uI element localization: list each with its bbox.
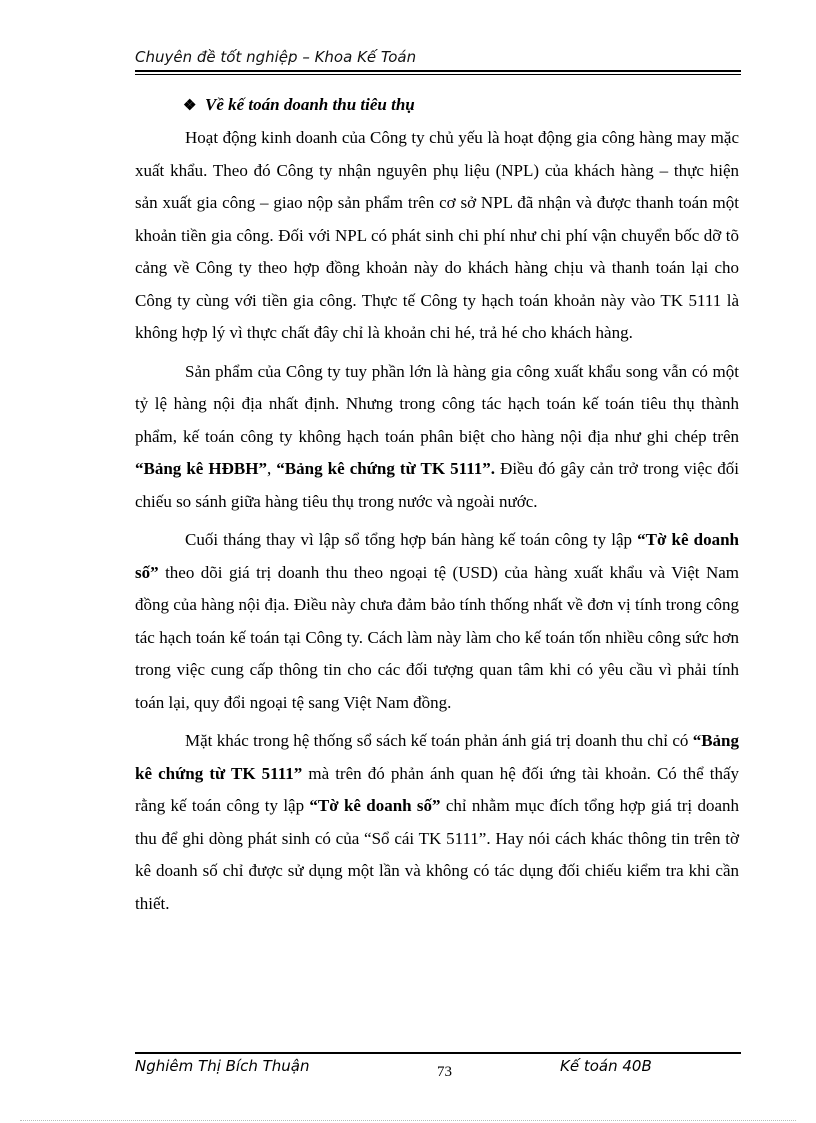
section-heading-text: Về kế toán doanh thu tiêu thụ xyxy=(205,95,415,114)
footer-author: Nghiêm Thị Bích Thuận xyxy=(135,1057,310,1075)
bold-reference: “Tờ kê doanh số” xyxy=(135,530,739,582)
paragraph-text: Mặt khác trong hệ thống sổ sách kế toán phản ánh giá trị doanh thu chỉ có xyxy=(185,731,693,750)
bold-reference: “Bảng kê HĐBH” xyxy=(135,459,267,478)
section-heading xyxy=(183,91,739,120)
paragraph-text: Sản phẩm của Công ty tuy phần lớn là hàng gia công xuất khẩu song vẫn có một tỷ lệ hàng nội địa nhất định. Nhưng trong công tác hạch toán kế toán tiêu thụ thành phẩm, kế toán công ty không hạch toán phân biệt cho hàng nội địa như ghi chép trên xyxy=(135,361,739,446)
bold-reference: “Tờ kê doanh số” xyxy=(309,796,441,815)
bold-reference: “Bảng kê chứng từ TK 5111”. xyxy=(276,459,496,478)
body-paragraph xyxy=(135,725,739,920)
header-rule xyxy=(135,70,741,75)
page-header xyxy=(135,47,741,75)
page-edge-guide xyxy=(20,1120,796,1121)
paragraph-text: Cuối tháng thay vì lập sổ tổng hợp bán hàng kế toán công ty lập xyxy=(185,530,638,549)
paragraph-text: Hoạt động kinh doanh của Công ty chủ yếu là hoạt động gia công hàng may mặc xuất khẩu. Theo đó Công ty nhận nguyên phụ liệu (NPL) của khách hàng – thực hiện sản xuất gia công – giao nộp sản phẩm trên cơ sở NPL đã nhận và được thanh toán một khoản tiền gia công. Đối với NPL có phát sinh chi phí như chi phí vận chuyển bốc dỡ tõ cảng về Công ty theo hợp đồng khoản này do khách hàng chịu và thanh toán lại cho Công ty cùng với tiền gia công. Thực tế Công ty hạch toán khoản này vào TK 5111 là không hợp lý vì thực chất đây chỉ là khoản chi hé, trả hé cho khách hàng. xyxy=(135,128,739,342)
page-content xyxy=(135,91,739,926)
page-footer xyxy=(135,1052,741,1084)
footer-class: Kế toán 40B xyxy=(560,1057,652,1075)
paragraph-text: chỉ nhằm mục đích tổng hợp giá trị doanh thu để ghi dòng phát sinh có của “Sổ cái TK 5111”. Hay nói cách khác thông tin trên tờ kê doanh số chỉ được sử dụng một lần và không có tác dụng đối chiếu kiểm tra khi cần thiết. xyxy=(135,796,739,913)
bold-reference: “Bảng kê chứng từ TK 5111” xyxy=(135,731,739,783)
page-number: 73 xyxy=(437,1064,452,1080)
paragraph-text: theo dõi giá trị doanh thu theo ngoại tệ (USD) của hàng xuất khẩu và Việt Nam đồng của hàng nội địa. Điều này chưa đảm bảo tính thống nhất về đơn vị tính trong công tác hạch toán kế toán tại Công ty. Cách làm này làm cho kế toán tốn nhiều công sức hơn trong việc cung cấp thông tin cho các đối tượng quan tâm khi có yêu cầu vì phải tính toán lại, quy đổi ngoại tệ sang Việt Nam đồng. xyxy=(135,562,739,712)
body-paragraph xyxy=(135,356,739,519)
diamond-bullet-icon: ❖ xyxy=(183,98,197,114)
header-title: Chuyên đề tốt nghiệp – Khoa Kế Toán xyxy=(135,48,417,66)
body-paragraphs xyxy=(135,122,739,920)
paragraph-text: Điều đó gây cản trở trong việc đối chiếu so sánh giữa hàng tiêu thụ trong nước và ngoài nước. xyxy=(135,459,740,511)
paragraph-text: , xyxy=(266,459,277,478)
paragraph-text: mà trên đó phản ánh quan hệ đối ứng tài khoản. Có thể thấy rằng kế toán công ty lập xyxy=(135,763,739,815)
body-paragraph xyxy=(135,122,739,350)
body-paragraph xyxy=(135,524,739,719)
